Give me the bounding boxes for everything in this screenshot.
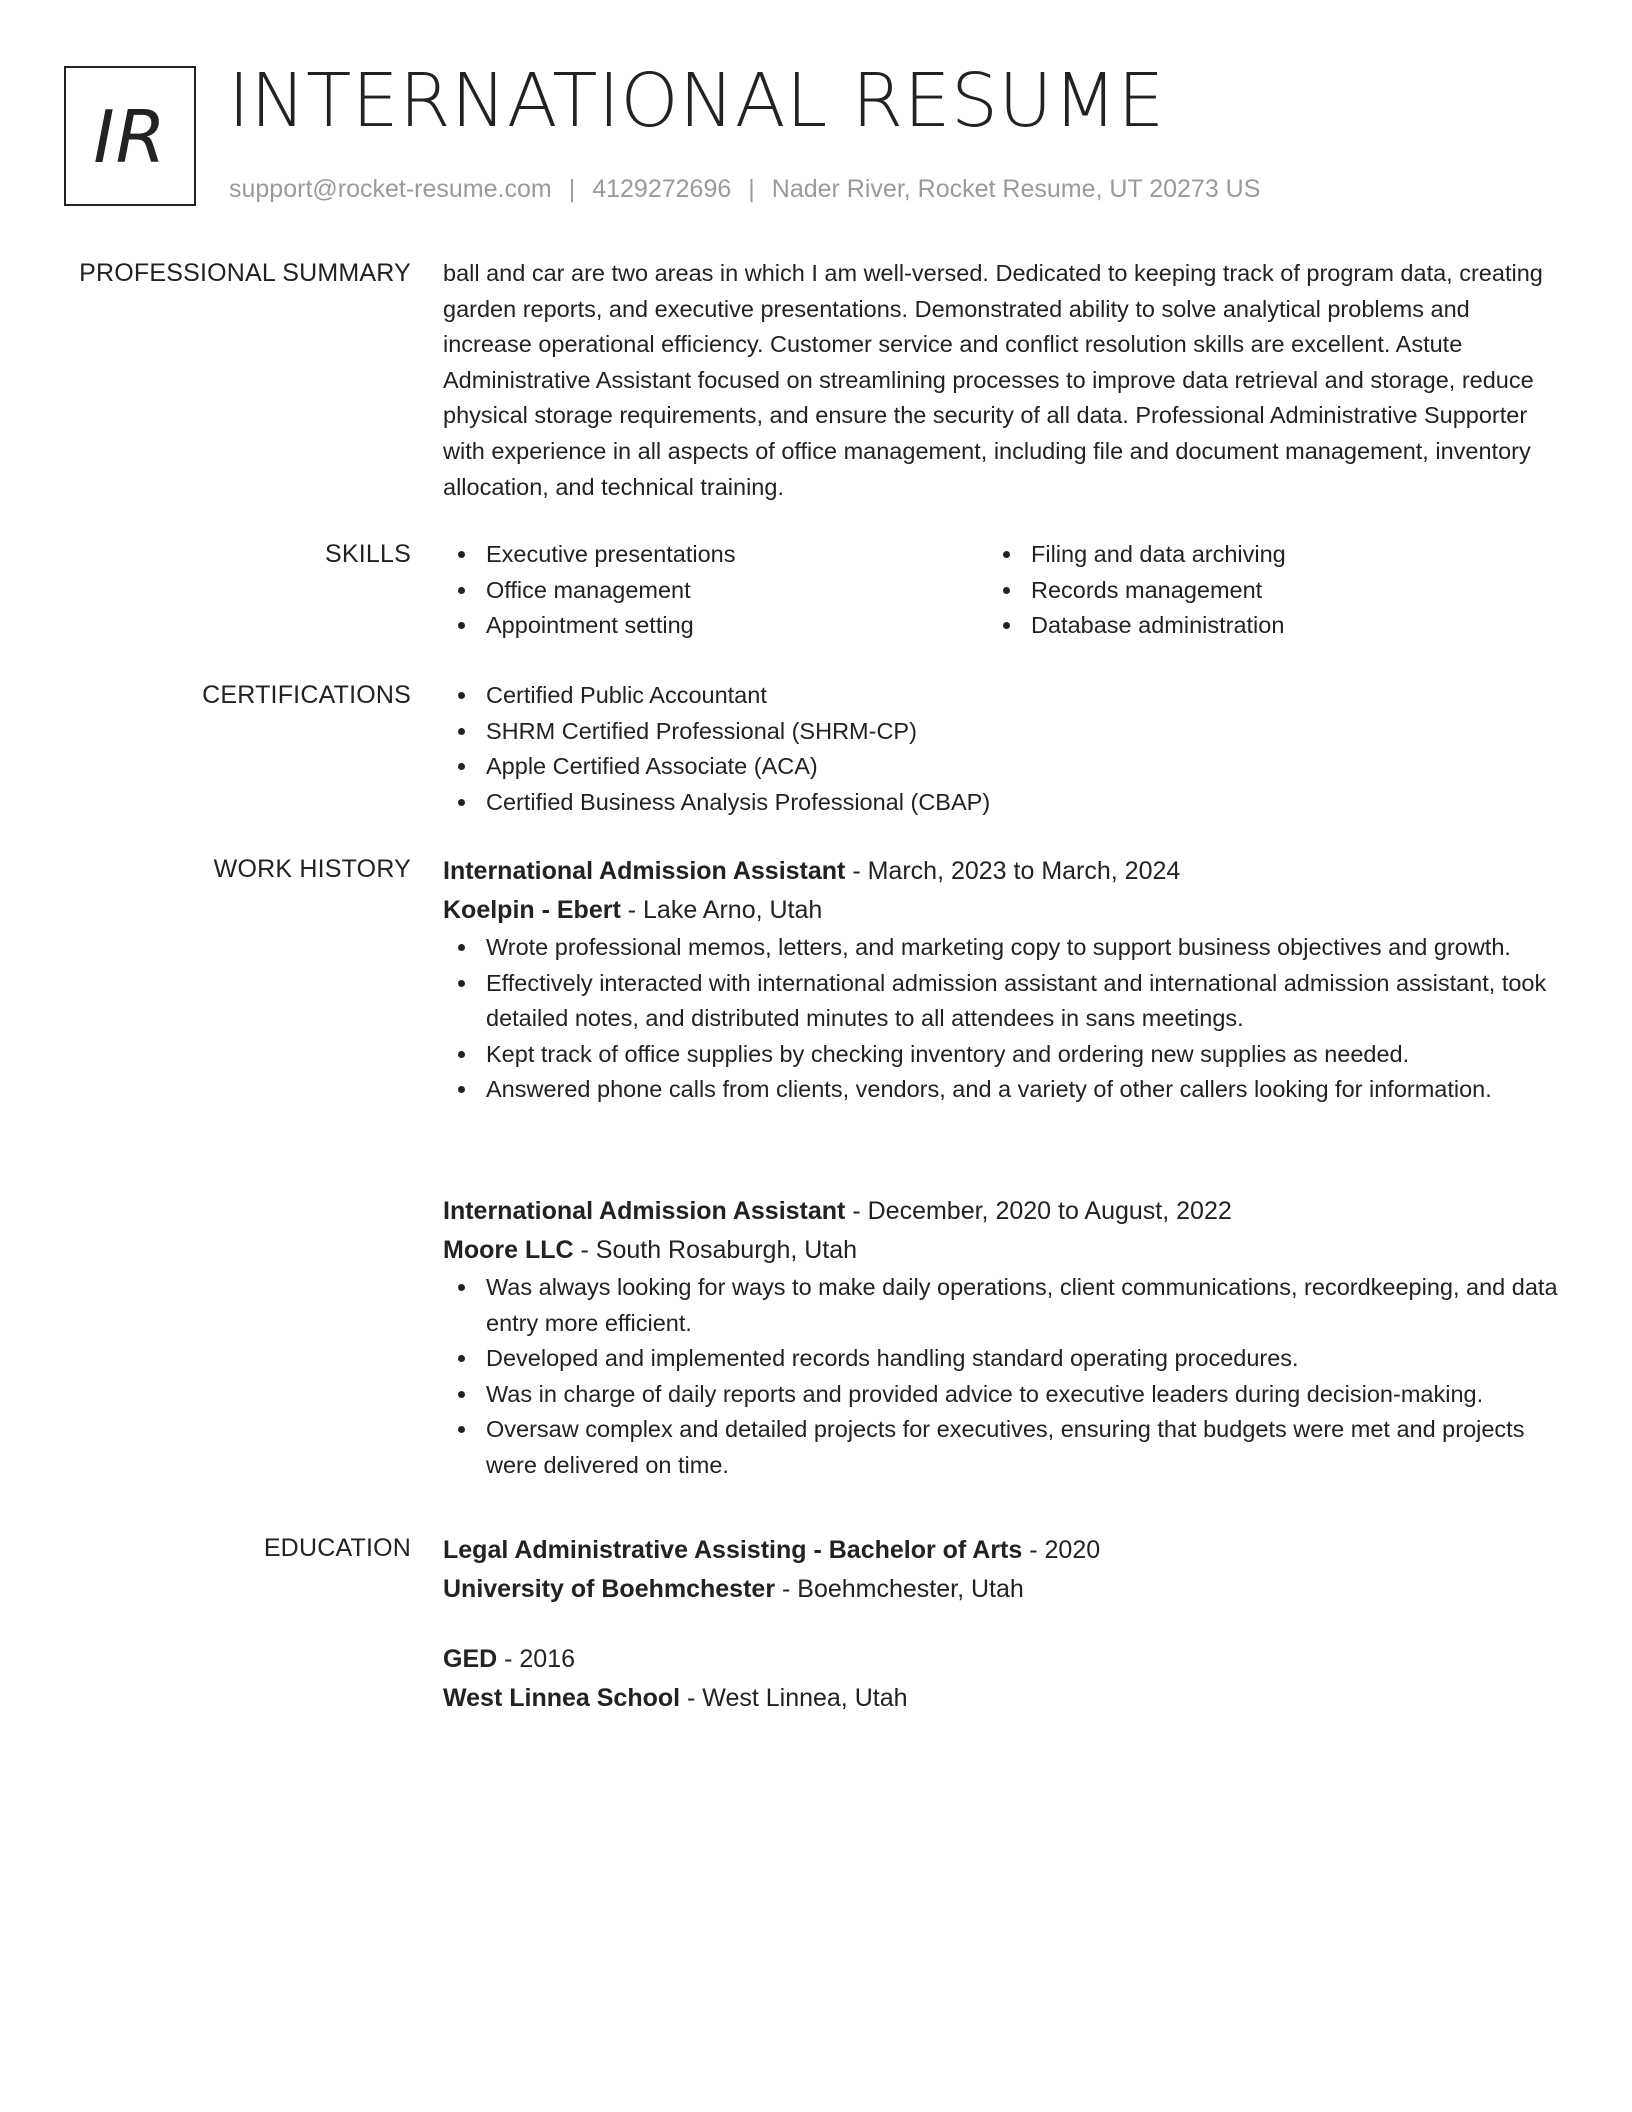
- education-school: West Linnea School: [443, 1684, 681, 1712]
- education-degree-line: [443, 1531, 1563, 1570]
- education-entry: [443, 1640, 908, 1718]
- skills-body: [443, 537, 1563, 644]
- skill-item: Database administration: [988, 608, 1533, 644]
- summary-body: [443, 256, 1563, 505]
- certifications-body: [443, 678, 1563, 820]
- work-history-body: [443, 852, 1563, 1478]
- job-duty: Was always looking for ways to make daily operations, client communications, recordkeeping, and data entry more efficient.: [443, 1270, 1563, 1341]
- job-duty: Kept track of office supplies by checking inventory and ordering new supplies as needed.: [443, 1037, 1563, 1073]
- certification-item: Certified Business Analysis Professional (CBAP): [443, 785, 1563, 821]
- education-degree: GED: [443, 1645, 498, 1673]
- education-year: - 2016: [497, 1645, 576, 1673]
- contact-address: Nader River, Rocket Resume, UT 20273 US: [771, 175, 1261, 203]
- job-company: Koelpin - Ebert: [443, 896, 621, 924]
- monogram-text: IR: [93, 95, 167, 179]
- skills-list-right: [988, 537, 1533, 644]
- job-dates: - December, 2020 to August, 2022: [845, 1197, 1232, 1225]
- certification-item: SHRM Certified Professional (SHRM-CP): [443, 714, 1563, 750]
- job-duties-list: [443, 930, 1563, 1108]
- section-label-certifications: CERTIFICATIONS: [202, 681, 411, 709]
- education-entry: [443, 1531, 1563, 1609]
- skill-item: Filing and data archiving: [988, 537, 1533, 573]
- education-school-line: [443, 1570, 1563, 1609]
- contact-separator: |: [748, 175, 755, 203]
- job-title: International Admission Assistant: [443, 1197, 846, 1225]
- certifications-list: [443, 678, 1563, 820]
- section-label-summary: PROFESSIONAL SUMMARY: [79, 259, 411, 287]
- certification-item: Apple Certified Associate (ACA): [443, 749, 1563, 785]
- job-duty: Oversaw complex and detailed projects for executives, ensuring that budgets were met and projects were delivered on time.: [443, 1412, 1563, 1483]
- job-duty: Effectively interacted with international admission assistant and international admission assistant, took detailed notes, and distributed minutes to all attendees in sans meetings.: [443, 966, 1563, 1037]
- education-degree: Legal Administrative Assisting - Bachelor of Arts: [443, 1536, 1023, 1564]
- job-location: - Lake Arno, Utah: [620, 896, 823, 924]
- job-company-line: [443, 1231, 1563, 1270]
- job-duties-list: [443, 1270, 1563, 1484]
- job-duty: Wrote professional memos, letters, and marketing copy to support business objectives and growth.: [443, 930, 1563, 966]
- monogram-logo: [64, 66, 196, 206]
- job-company: Moore LLC: [443, 1236, 574, 1264]
- certification-item: Certified Public Accountant: [443, 678, 1563, 714]
- contact-phone: 4129272696: [592, 175, 732, 203]
- skill-item: Executive presentations: [443, 537, 988, 573]
- skill-item: Office management: [443, 573, 988, 609]
- section-label-education: EDUCATION: [263, 1534, 411, 1562]
- job-title: International Admission Assistant: [443, 857, 846, 885]
- education-year: - 2020: [1022, 1536, 1101, 1564]
- skill-item: Records management: [988, 573, 1533, 609]
- contact-separator: |: [568, 175, 576, 203]
- job-duty: Developed and implemented records handling standard operating procedures.: [443, 1341, 1563, 1377]
- job-location: - South Rosaburgh, Utah: [573, 1236, 858, 1264]
- education-body: [443, 1531, 1563, 1712]
- education-location: - West Linnea, Utah: [680, 1684, 908, 1712]
- education-school: University of Boehmchester: [443, 1575, 776, 1603]
- job-title-line: [443, 1192, 1563, 1231]
- job-entry: [443, 1192, 1563, 1484]
- skills-list-left: [443, 537, 988, 644]
- job-duty: Was in charge of daily reports and provided advice to executive leaders during decision-making.: [443, 1377, 1563, 1413]
- job-company-line: [443, 891, 1563, 930]
- skills-columns: [443, 537, 1563, 644]
- summary-text: ball and car are two areas in which I am well-versed. Dedicated to keeping track of program data, creating garden reports, and executive presentations. Demonstrated ability to solve analytical problems and increase operational efficiency. Customer service and conflict resolution skills are excellent. Astute Administrative Assistant focused on streamlining processes to improve data retrieval and storage, reduce physical storage requirements, and ensure the security of all data. Professional Administrative Supporter with experience in all aspects of office management, including file and document management, inventory allocation, and technical training.: [443, 260, 1543, 500]
- contact-email: support@rocket-resume.com: [229, 175, 552, 203]
- job-duty: Answered phone calls from clients, vendors, and a variety of other callers looking for information.: [443, 1072, 1563, 1108]
- section-label-work-history: WORK HISTORY: [213, 855, 411, 883]
- resume-title: INTERNATIONAL RESUME: [228, 58, 1165, 144]
- job-dates: - March, 2023 to March, 2024: [845, 857, 1181, 885]
- skill-item: Appointment setting: [443, 608, 988, 644]
- education-location: - Boehmchester, Utah: [775, 1575, 1024, 1603]
- education-degree-line: [443, 1640, 908, 1679]
- section-label-skills: SKILLS: [325, 540, 411, 568]
- contact-line: [229, 172, 1260, 206]
- job-title-line: [443, 852, 1563, 891]
- job-entry: [443, 852, 1563, 1108]
- education-school-line: [443, 1679, 908, 1718]
